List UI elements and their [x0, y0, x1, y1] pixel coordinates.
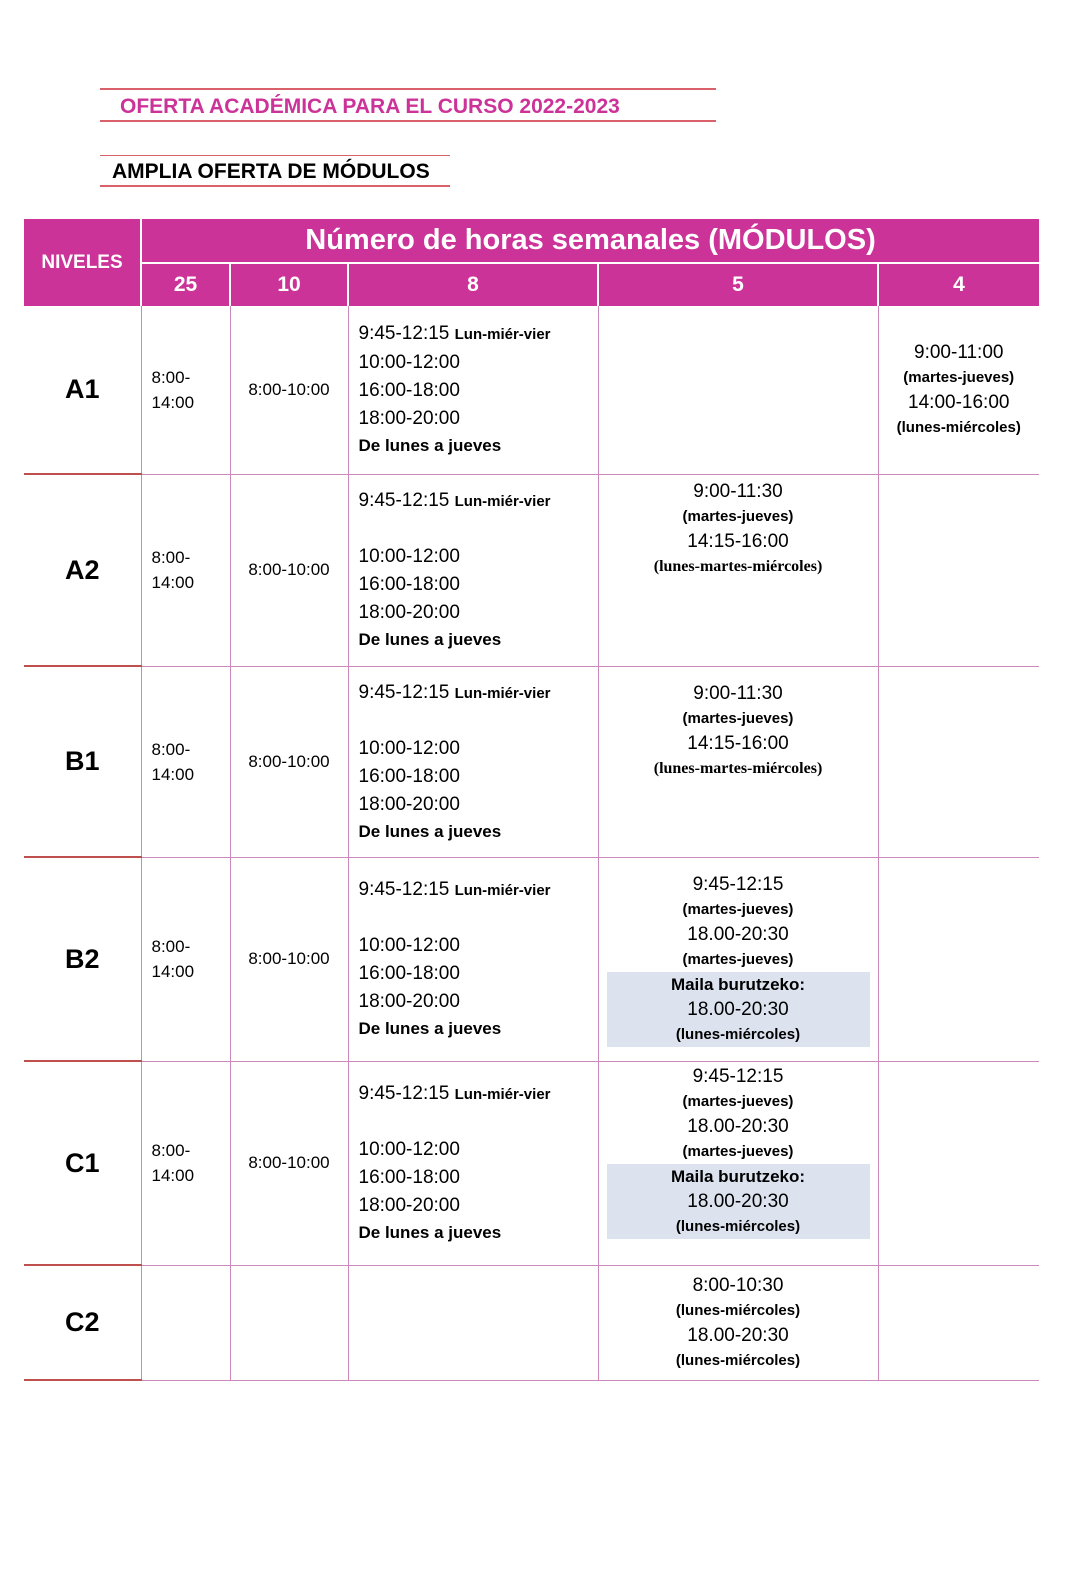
level-label: C2: [24, 1265, 141, 1380]
time-line: 16:00-18:00: [358, 574, 460, 595]
days-label: Lun-miér-vier: [454, 1086, 551, 1103]
time-end: 14:00: [151, 764, 195, 784]
header-col-25: 25: [141, 263, 230, 306]
cell-5h: [598, 474, 878, 666]
days-label: (lunes-miércoles): [675, 1217, 801, 1235]
time-line: 18:00-20:00: [358, 408, 460, 430]
header-col-10: 10: [230, 263, 348, 306]
cell-8h: [348, 474, 598, 666]
time-line: 16:00-18:00: [358, 765, 460, 787]
cell-8h: [348, 666, 598, 857]
cell-10h: 8:00-10:00: [230, 474, 348, 666]
time-line: 16:00-18:00: [358, 1167, 460, 1188]
time-line: [359, 876, 598, 905]
level-label: B1: [24, 666, 141, 857]
time-line: 14:15-16:00: [687, 530, 789, 552]
cell-4h-empty: [878, 474, 1039, 666]
level-label: A1: [24, 306, 141, 474]
cell-4h: [878, 306, 1039, 474]
time-line: 18.00-20:30: [687, 923, 789, 945]
cell-25h: [141, 1061, 230, 1265]
table-row: [24, 1061, 1039, 1265]
cell-8h: [348, 1061, 598, 1265]
highlight-label: Maila burutzeko:: [670, 974, 806, 994]
time-line: 8:00-10:30: [692, 1274, 784, 1296]
days-label: (lunes-martes-miércoles): [653, 557, 823, 575]
cell-5h: [598, 857, 878, 1061]
time-value: 9:45-12:15: [358, 1083, 450, 1104]
time-value: 9:45-12:15: [358, 681, 450, 703]
cell-10h: 8:00-10:00: [230, 306, 348, 474]
header-col-4: 4: [878, 263, 1039, 306]
time-line: 18.00-20:30: [687, 1115, 789, 1137]
highlight-label: Maila burutzeko:: [670, 1166, 806, 1186]
spacer: [359, 1109, 598, 1136]
header-col-5: 5: [598, 263, 878, 306]
table-row: [24, 666, 1039, 857]
days-label: (lunes-martes-miércoles): [653, 759, 823, 777]
cell-4h-empty: [878, 857, 1039, 1061]
time-end: 14:00: [151, 962, 195, 981]
time-line: 10:00-12:00: [358, 352, 460, 374]
time-line: 14:00-16:00: [908, 391, 1010, 413]
days-label: (martes-jueves): [682, 507, 794, 525]
cell-10h: 8:00-10:00: [230, 857, 348, 1061]
schedule-table: [24, 219, 1039, 1381]
highlight-block: [607, 1164, 870, 1239]
cell-25h-empty: [141, 1265, 230, 1380]
cell-10h: 8:00-10:00: [230, 1061, 348, 1265]
time-start: 8:00-: [151, 1141, 191, 1160]
table-row: [24, 1265, 1039, 1380]
time-value: 9:45-12:15: [358, 323, 450, 345]
time-start: 8:00-: [151, 937, 191, 956]
time-line: 18:00-20:00: [358, 793, 460, 815]
document-subtitle-box: [100, 155, 450, 187]
days-label: Lun-miér-vier: [454, 882, 551, 899]
document-title: OFERTA ACADÉMICA PARA EL CURSO 2022-2023: [120, 95, 620, 118]
days-note: De lunes a jueves: [358, 821, 502, 841]
cell-25h: [141, 306, 230, 474]
time-line: 9:00-11:30: [693, 682, 783, 704]
days-label: (lunes-miércoles): [675, 1025, 801, 1043]
days-label: Lun-miér-vier: [454, 684, 551, 702]
cell-4h-empty: [878, 1061, 1039, 1265]
days-note: De lunes a jueves: [358, 1223, 502, 1242]
time-line: 18:00-20:00: [358, 1195, 460, 1216]
time-line: 9:00-11:00: [914, 341, 1004, 363]
time-line: 9:00-11:30: [693, 480, 783, 502]
time-value: 9:45-12:15: [358, 879, 450, 900]
days-label: (martes-jueves): [682, 1142, 794, 1160]
spacer: [359, 708, 598, 735]
level-label: B2: [24, 857, 141, 1061]
days-label: (martes-jueves): [682, 709, 794, 727]
days-label: (martes-jueves): [903, 368, 1015, 386]
time-line: [359, 487, 598, 516]
days-label: Lun-miér-vier: [454, 493, 551, 510]
time-end: 14:00: [151, 573, 195, 592]
days-note: De lunes a jueves: [358, 630, 502, 649]
time-line: 14:15-16:00: [687, 732, 789, 754]
header-levels: NIVELES: [24, 219, 141, 306]
table-row: [24, 474, 1039, 666]
document-title-box: [100, 88, 716, 122]
cell-5h: [598, 1061, 878, 1265]
days-label: (martes-jueves): [682, 900, 794, 918]
cell-4h-empty: [878, 666, 1039, 857]
days-label: (lunes-miércoles): [675, 1351, 801, 1369]
spacer: [359, 516, 598, 543]
cell-25h: [141, 857, 230, 1061]
cell-8h: [348, 857, 598, 1061]
time-start: 8:00-: [151, 739, 191, 759]
time-line: 18.00-20:30: [687, 1190, 789, 1212]
level-label: A2: [24, 474, 141, 666]
cell-10h-empty: [230, 1265, 348, 1380]
cell-4h-empty: [878, 1265, 1039, 1380]
time-line: 10:00-12:00: [358, 1139, 460, 1160]
time-line: 10:00-12:00: [358, 935, 460, 956]
time-line: [359, 679, 598, 708]
days-note: De lunes a jueves: [358, 436, 502, 456]
cell-5h: [598, 1265, 878, 1380]
time-line: 10:00-12:00: [358, 737, 460, 759]
days-label: (lunes-miércoles): [675, 1301, 801, 1319]
table-row: [24, 306, 1039, 474]
time-line: 16:00-18:00: [358, 380, 460, 402]
cell-8h-empty: [348, 1265, 598, 1380]
time-line: 18:00-20:00: [358, 991, 460, 1012]
cell-8h: [348, 306, 598, 474]
time-start: 8:00-: [151, 548, 191, 567]
days-label: (martes-jueves): [682, 950, 794, 968]
days-label: (lunes-miércoles): [896, 418, 1021, 436]
cell-5h: [598, 666, 878, 857]
time-line: 18:00-20:00: [358, 602, 460, 623]
cell-25h: [141, 474, 230, 666]
cell-25h: [141, 666, 230, 857]
document-subtitle: AMPLIA OFERTA DE MÓDULOS: [112, 160, 430, 183]
time-line: 10:00-12:00: [358, 546, 460, 567]
cell-5h-empty: [598, 306, 878, 474]
time-line: 18.00-20:30: [687, 998, 789, 1020]
table-row: [24, 857, 1039, 1061]
time-line: 9:45-12:15: [692, 1065, 784, 1087]
time-line: [359, 320, 598, 349]
days-label: Lun-miér-vier: [454, 326, 551, 344]
time-line: 18.00-20:30: [687, 1324, 789, 1346]
time-end: 14:00: [151, 1166, 195, 1185]
time-line: [359, 1080, 598, 1109]
level-label: C1: [24, 1061, 141, 1265]
cell-10h: 8:00-10:00: [230, 666, 348, 857]
days-label: (martes-jueves): [682, 1092, 794, 1110]
days-note: De lunes a jueves: [358, 1019, 502, 1038]
time-end: 14:00: [151, 392, 195, 412]
highlight-block: [607, 972, 870, 1047]
spacer: [359, 905, 598, 932]
time-value: 9:45-12:15: [358, 490, 450, 511]
header-col-8: 8: [348, 263, 598, 306]
time-line: 16:00-18:00: [358, 963, 460, 984]
header-weekly-hours: Número de horas semanales (MÓDULOS): [141, 219, 1039, 263]
time-start: 8:00-: [151, 367, 191, 387]
time-line: 9:45-12:15: [692, 873, 784, 895]
